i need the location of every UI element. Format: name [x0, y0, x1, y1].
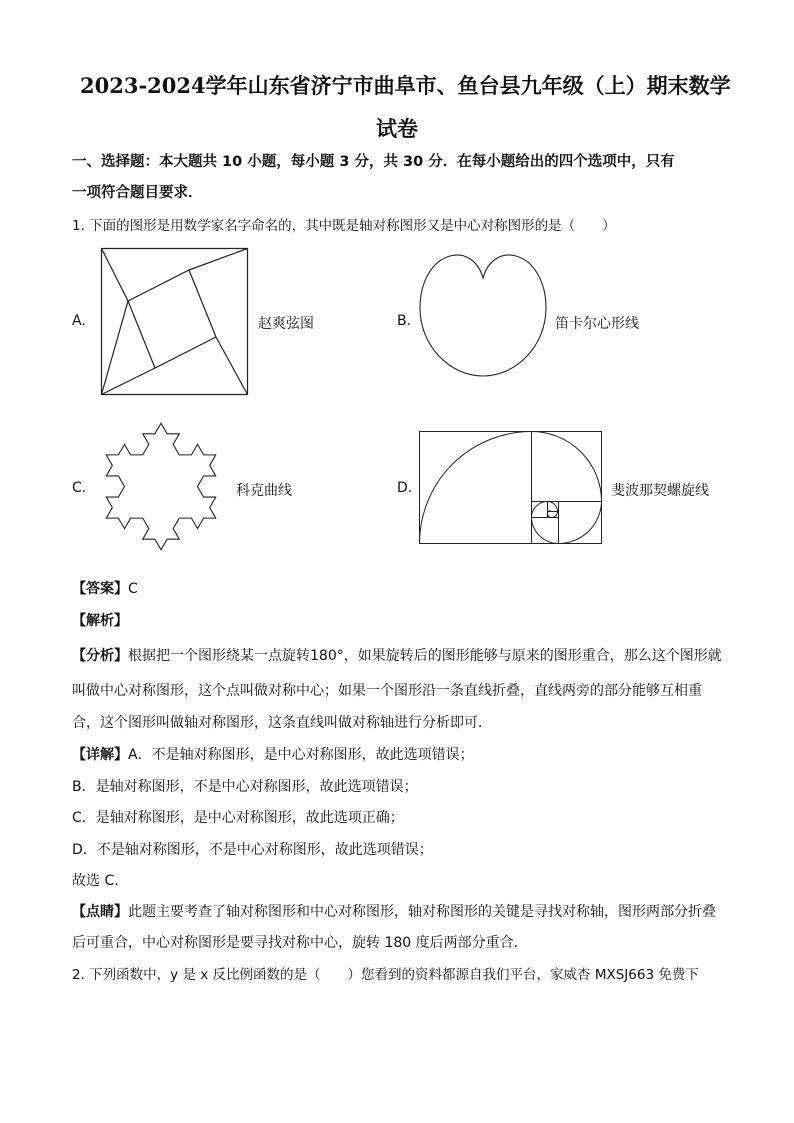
dianjing-line-1	[72, 901, 716, 921]
option-c-letter: C.	[72, 480, 87, 496]
question-1-stem: 1. 下面的图形是用数学家名字命名的，其中既是轴对称图形又是中心对称图形的是（ ）	[72, 218, 616, 234]
page-title-line2: 试卷	[376, 116, 418, 141]
option-a-letter: A.	[72, 313, 86, 329]
fenxi-text-1: 根据把一个图形绕某一点旋转180°，如果旋转后的图形能够与原来的图形重合，那么这个图形就	[128, 648, 722, 664]
option-b-caption: 笛卡尔心形线	[555, 316, 639, 332]
descartes-cardioid-icon	[420, 252, 546, 376]
analysis-label: 【解析】	[72, 613, 128, 629]
option-a-caption: 赵爽弦图	[258, 316, 314, 332]
xiangjie-line-4: D．不是轴对称图形，不是中心对称图形，故此选项错误；	[72, 842, 433, 858]
xiangjie-line-1	[72, 744, 474, 764]
fenxi-line-2: 叫做中心对称图形，这个点叫做对称中心；如果一个图形沿一条直线折叠，直线两旁的部分能够互相重	[72, 683, 702, 699]
answer-label: 【答案】	[72, 581, 128, 597]
xiangjie-line-2: B．是轴对称图形，不是中心对称图形，故此选项错误；	[72, 779, 418, 795]
xiangjie-line-3: C．是轴对称图形，是中心对称图形，故此选项正确；	[72, 810, 404, 826]
dianjing-label: 【点睛】	[72, 904, 128, 920]
fibonacci-spiral-icon	[419, 431, 602, 544]
xiangjie-label: 【详解】	[72, 747, 128, 763]
answer-line	[72, 578, 138, 598]
question-2-stem: 2. 下列函数中，y 是 x 反比例函数的是（ ）您看到的资料都源自我们平台，家威杏 MXSJ663 免费下	[72, 967, 699, 983]
option-d-letter: D.	[397, 480, 413, 496]
page-title-line1: 2023-2024学年山东省济宁市曲阜市、鱼台县九年级（上）期末数学	[80, 73, 731, 98]
zhao-shuang-diagram-icon	[101, 248, 248, 395]
xiangjie-conclusion: 故选 C．	[72, 873, 129, 889]
option-d-caption: 斐波那契螺旋线	[611, 483, 709, 499]
fenxi-label: 【分析】	[72, 648, 128, 664]
section-header-line2: 一项符合题目要求．	[72, 185, 203, 201]
fenxi-line-1	[72, 645, 722, 665]
dianjing-line-2: 后可重合，中心对称图形是要寻找对称中心，旋转 180 度后两部分重合．	[72, 935, 528, 951]
section-header-line1: 一、选择题：本大题共 10 小题，每小题 3 分，共 30 分．在每小题给出的四个选项中，只有	[72, 154, 675, 170]
answer-value: C	[128, 581, 138, 597]
koch-snowflake-icon	[96, 413, 226, 560]
fenxi-line-3: 合，这个图形叫做轴对称图形，这条直线叫做对称轴进行分析即可．	[72, 715, 492, 731]
option-c-caption: 科克曲线	[236, 483, 292, 499]
dianjing-text-1: 此题主要考查了轴对称图形和中心对称图形，轴对称图形的关键是寻找对称轴，图形两部分折叠	[128, 904, 716, 920]
option-b-letter: B.	[397, 313, 412, 329]
xiangjie-text-1: A．不是轴对称图形，是中心对称图形，故此选项错误；	[128, 747, 474, 763]
